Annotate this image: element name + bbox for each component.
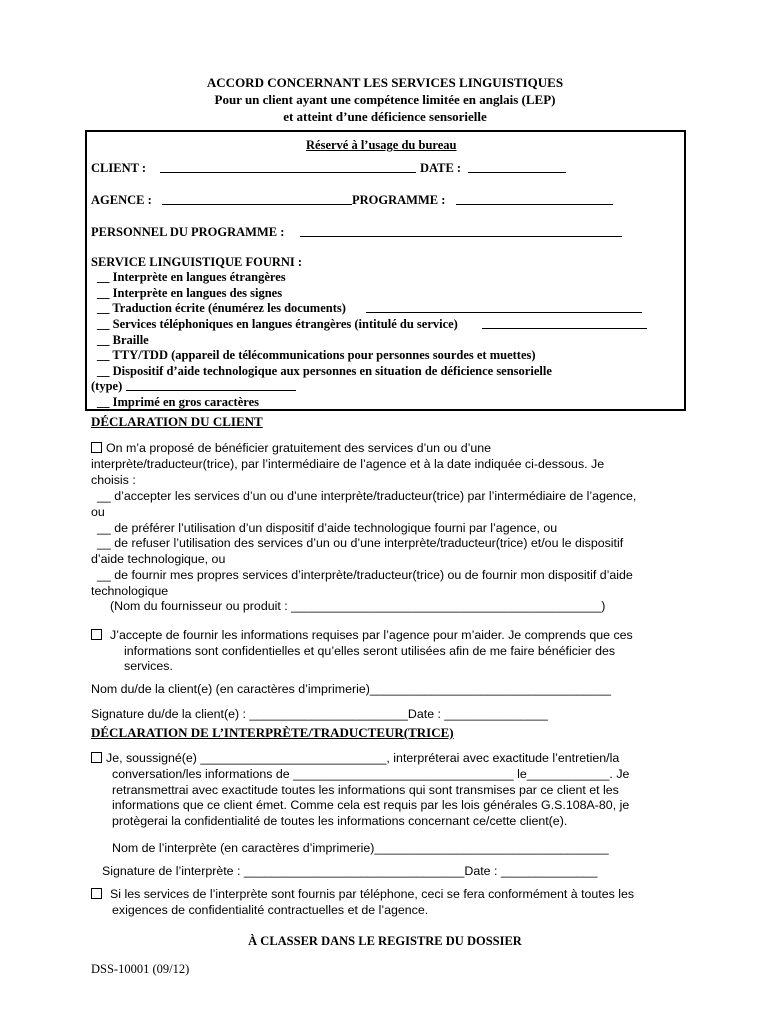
service-option[interactable]: __ Traduction écrite (énumérez les documents) xyxy=(97,301,346,315)
documents-field[interactable] xyxy=(366,302,642,313)
choice-option[interactable]: __ d’accepter les services d’un ou d’une interprète/traducteur(trice) par l’intermédiaire de l’agence, xyxy=(97,489,637,503)
client-signature-field[interactable]: Signature du/de la client(e) : _______________________Date : _______________ xyxy=(91,707,548,721)
service-heading: SERVICE LINGUISTIQUE FOURNI : xyxy=(91,255,303,269)
interpreter-statement: informations que ce client émet. Comme cela est requis par les lois générales G.S.108A-80, je xyxy=(112,798,630,812)
agence-label: AGENCE : xyxy=(91,193,152,207)
client-accept-text: services. xyxy=(124,659,173,673)
interpreter-statement: Je, soussigné(e) ___________________________, interpréterai avec exactitude l’entretien/la xyxy=(91,751,619,765)
client-label: CLIENT : xyxy=(91,161,146,175)
service-option[interactable]: __ Services téléphoniques en langues étrangères (intitulé du service) xyxy=(97,317,458,331)
date-field[interactable] xyxy=(468,162,566,173)
personnel-label: PERSONNEL DU PROGRAMME : xyxy=(91,225,285,239)
form-number: DSS-10001 (09/12) xyxy=(91,962,190,976)
service-title-field[interactable] xyxy=(482,318,647,329)
phone-confidentiality-text: Si les services de l’interprète sont fournis par téléphone, ceci se fera conformément à toutes les xyxy=(91,887,634,901)
office-use-heading: Réservé à l’usage du bureau xyxy=(306,138,457,152)
client-accept-text: J’accepte de fournir les informations requises par l’agence pour m’aider. Je comprends que ces xyxy=(91,628,633,642)
client-name-field[interactable]: Nom du/de la client(e) (en caractères d’imprimerie)___________________________________ xyxy=(91,682,612,696)
checkbox[interactable] xyxy=(91,629,102,640)
client-consent-text: choisis : xyxy=(91,473,136,487)
agence-field[interactable] xyxy=(162,194,352,205)
checkbox[interactable] xyxy=(91,752,102,763)
client-declaration-heading: DÉCLARATION DU CLIENT xyxy=(91,414,263,429)
interpreter-statement: conversation/les informations de ________________________________ le____________. Je xyxy=(112,767,630,781)
checkbox[interactable] xyxy=(91,888,102,899)
choice-option-cont: technologique xyxy=(91,584,169,598)
service-option[interactable]: __ Braille xyxy=(97,333,149,347)
interpreter-declaration-heading: DÉCLARATION DE L’INTERPRÈTE/TRADUCTEUR(TRICE) xyxy=(91,725,454,740)
supplier-field[interactable]: (Nom du fournisseur ou produit : _____________________________________________) xyxy=(110,599,606,613)
service-option[interactable]: __ Dispositif d’aide technologique aux personnes en situation de déficience sensorielle xyxy=(97,364,552,378)
choice-option[interactable]: __ de fournir mes propres services d’interprète/traducteur(trice) ou de fournir mon dispositif d’aide xyxy=(97,568,633,582)
client-accept-text: informations sont confidentielles et qu’elles seront utilisées afin de me faire bénéficier des xyxy=(124,644,616,658)
client-consent-text: On m’a proposé de bénéficier gratuitement des services d’un ou d’une xyxy=(91,441,491,455)
interpreter-statement: retransmettrai avec exactitude toutes les informations qui sont transmises par ce client et les xyxy=(112,783,619,797)
date-label: DATE : xyxy=(420,161,462,175)
form-title: ACCORD CONCERNANT LES SERVICES LINGUISTIQUES xyxy=(206,75,564,90)
programme-label: PROGRAMME : xyxy=(352,193,446,207)
choice-option-cont: d’aide technologique, ou xyxy=(91,552,226,566)
service-option[interactable]: __ TTY/TDD (appareil de télécommunications pour personnes sourdes et muettes) xyxy=(97,348,536,362)
interpreter-signature-field[interactable]: Signature de l’interprète : ________________________________Date : ______________ xyxy=(102,864,598,878)
client-field[interactable] xyxy=(160,162,416,173)
phone-confidentiality-text: exigences de confidentialité contractuelles et de l’agence. xyxy=(112,903,429,917)
client-consent-text: interprète/traducteur(trice), par l’intermédiaire de l’agence et à la date indiquée ci-dessous. Je xyxy=(91,457,605,471)
checkbox[interactable] xyxy=(91,442,102,453)
form-subtitle-2: et atteint d’une déficience sensorielle xyxy=(283,109,487,124)
choice-option[interactable]: __ de préférer l’utilisation d’un dispositif d’aide technologique fourni par l’agence, ou xyxy=(97,521,558,535)
programme-field[interactable] xyxy=(456,194,613,205)
type-label: (type) xyxy=(91,379,123,393)
service-option[interactable]: __ Interprète en langues des signes xyxy=(97,286,283,300)
file-note: À CLASSER DANS LE REGISTRE DU DOSSIER xyxy=(248,934,522,948)
form-subtitle: Pour un client ayant une compétence limitée en anglais (LEP) xyxy=(214,92,556,107)
choice-option[interactable]: __ de refuser l’utilisation des services d’un ou d’une interprète/traducteur(trice) et/ou le dispositif xyxy=(97,536,624,550)
choice-or: ou xyxy=(91,505,105,519)
personnel-field[interactable] xyxy=(300,226,622,237)
service-option[interactable]: __ Interprète en langues étrangères xyxy=(97,270,286,284)
interpreter-name-field[interactable]: Nom de l’interprète (en caractères d’imprimerie)__________________________________ xyxy=(112,841,609,855)
type-field[interactable] xyxy=(126,380,296,391)
interpreter-statement: protègerai la confidentialité de toutes les informations concernant ce/cette client(e). xyxy=(112,814,568,828)
service-option[interactable]: __ Imprimé en gros caractères xyxy=(97,395,259,409)
